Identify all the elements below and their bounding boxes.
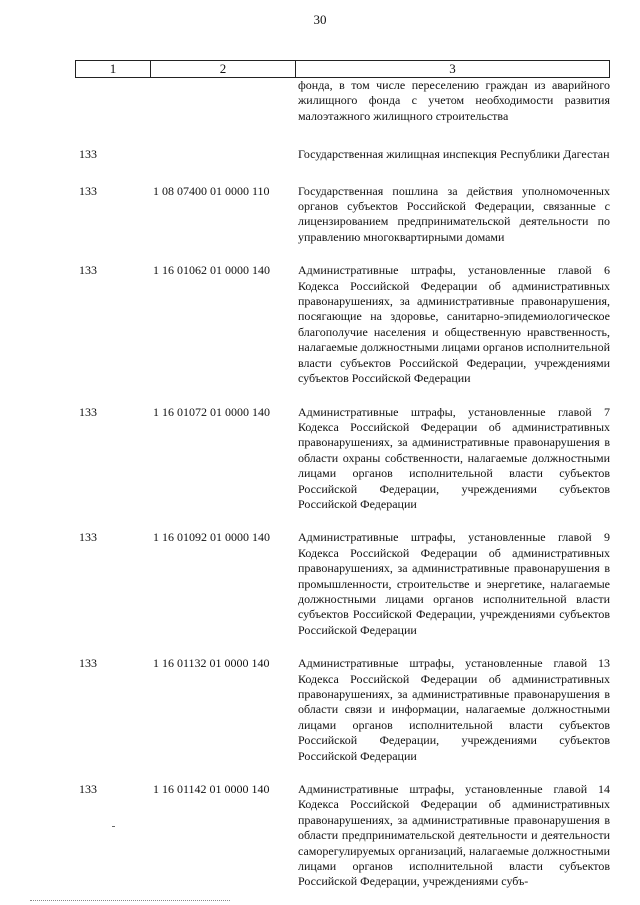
table-row	[75, 184, 615, 246]
revenue-description: Административные штрафы, установленные главой 14 Кодекса Российской Федерации об административных правонарушениях, за административные правонарушения в области предпринимательской деятельности и деятельности саморегулируемых организаций, налагаемые должностными лицами органов исполнительной власти субъектов Российской Федерации, учреждениями субъ-	[298, 782, 610, 889]
admin-code: 133	[79, 183, 97, 198]
admin-code: 133	[79, 147, 97, 162]
header-col-2: 2	[151, 61, 296, 78]
revenue-description: Административные штрафы, установленные главой 7 Кодекса Российской Федерации об административных правонарушениях, за административные правонарушения в области охраны собственности, налагаемые должностными лицами органов исполнительной власти субъектов Российской Федерации, учреждениями субъектов Российской Федерации	[298, 404, 610, 511]
admin-code: 133	[79, 263, 97, 278]
table-body	[75, 78, 615, 890]
revenue-description: Административные штрафы, установленные главой 9 Кодекса Российской Федерации об административных правонарушениях, за административные правонарушения в промышленности, строительстве и энергетике, налагаемые должностными лицами органов исполнительной власти субъектов Российской Федерации, учреждениями субъектов Российской Федерации	[298, 530, 610, 637]
revenue-code: 1 16 01062 01 0000 140	[153, 263, 270, 278]
table-row	[75, 263, 615, 386]
scan-edge-artifact	[30, 900, 230, 902]
scan-mark	[112, 826, 115, 827]
revenue-code: 1 16 01092 01 0000 140	[153, 530, 270, 545]
table-row	[75, 405, 615, 513]
revenue-description: Государственная пошлина за действия уполномоченных органов субъектов Российской Федерации, связанные с лицензированием предпринимательской деятельности по управлению многоквартирными домами	[298, 183, 610, 244]
table-row	[75, 656, 615, 764]
page-number: 30	[313, 12, 327, 27]
table-row	[75, 530, 615, 638]
revenue-description: Государственная жилищная инспекция Республики Дагестан	[298, 147, 610, 162]
revenue-code: 1 16 01142 01 0000 140	[153, 782, 270, 797]
header-col-3: 3	[296, 61, 610, 78]
revenue-code: 1 16 01132 01 0000 140	[153, 656, 270, 671]
admin-code: 133	[79, 782, 97, 797]
table-header	[75, 60, 610, 78]
table-row	[75, 782, 615, 890]
table-row	[75, 147, 615, 162]
revenue-code: 1 16 01072 01 0000 140	[153, 404, 270, 419]
admin-code: 133	[79, 530, 97, 545]
table-row	[75, 78, 615, 124]
revenue-description: Административные штрафы, установленные главой 13 Кодекса Российской Федерации об административных правонарушениях, за административные правонарушения в области связи и информации, налагаемые должностными лицами органов исполнительной власти субъектов Российской Федерации, учреждениями субъектов Российской Федерации	[298, 656, 610, 763]
revenue-code: 1 08 07400 01 0000 110	[153, 183, 270, 198]
admin-code: 133	[79, 404, 97, 419]
revenue-description: Административные штрафы, установленные главой 6 Кодекса Российской Федерации об административных правонарушениях, за административные правонарушения, посягающие на здоровье, санитарно-эпидемиологическое благополучие населения и общественную нравственность, налагаемые должностными лицами органов исполнительной власти субъектов Российской Федерации, учреждениями субъектов Российской Федерации	[298, 263, 610, 386]
revenue-description: фонда, в том числе переселению граждан из аварийного жилищного фонда с учетом необходимости развития малоэтажного жилищного строительства	[298, 78, 610, 123]
header-col-1: 1	[76, 61, 151, 78]
admin-code: 133	[79, 656, 97, 671]
